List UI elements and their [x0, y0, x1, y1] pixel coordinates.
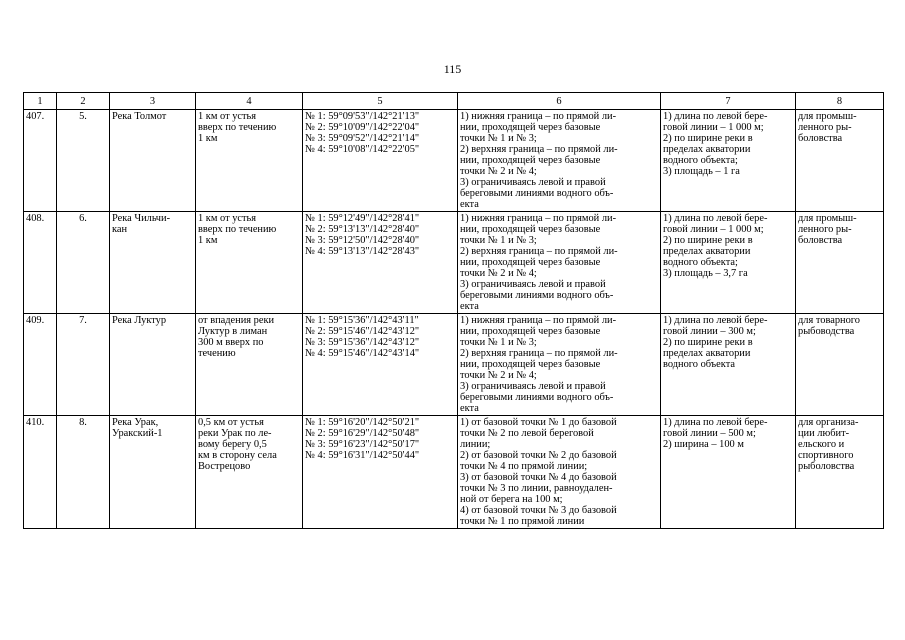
row-subnumber: 6.: [57, 212, 110, 314]
row-number: 410.: [24, 416, 57, 529]
area-purpose: для промыш- ленного ры- боловства: [796, 110, 884, 212]
row-number: 407.: [24, 110, 57, 212]
location-description: 0,5 км от устья реки Урак по ле- вому берегу 0,5 км в сторону села Вострецово: [196, 416, 303, 529]
header-cell: 1: [24, 93, 57, 110]
area-purpose: для промыш- ленного ры- боловства: [796, 212, 884, 314]
area-boundaries: 1) нижняя граница – по прямой ли- нии, проходящей через базовые точки № 1 и № 3; 2) верхняя граница – по прямой ли- нии, проходящей через базовые точки № 2 и № 4; 3) ограничиваясь левой и правой береговыми линиями водного объ- екта: [458, 110, 661, 212]
header-cell: 2: [57, 93, 110, 110]
area-boundaries: 1) от базовой точки № 1 до базовой точки № 2 по левой береговой линии; 2) от базовой точки № 2 до базовой точки № 4 по прямой линии; 3) от базовой точки № 4 до базовой точки № 3 по линии, равноудален- ной от берега на 100 м; 4) от базовой точки № 3 до базовой точки № 1 по прямой линии: [458, 416, 661, 529]
row-number: 408.: [24, 212, 57, 314]
base-point-coordinates: № 1: 59°16'20"/142°50'21" № 2: 59°16'29"/142°50'48" № 3: 59°16'23"/142°50'17" № 4: 59°16'31"/142°50'44": [303, 416, 458, 529]
area-boundaries: 1) нижняя граница – по прямой ли- нии, проходящей через базовые точки № 1 и № 3; 2) верхняя граница – по прямой ли- нии, проходящей через базовые точки № 2 и № 4; 3) ограничиваясь левой и правой береговыми линиями водного объ- екта: [458, 212, 661, 314]
water-body-name: Река Чильчи- кан: [110, 212, 196, 314]
header-row: [24, 93, 884, 110]
area-dimensions: 1) длина по левой бере- говой линии – 300 м; 2) по ширине реки в пределах акватории водного объекта: [661, 314, 796, 416]
water-body-name: Река Урак, Уракский-1: [110, 416, 196, 529]
base-point-coordinates: № 1: 59°15'36"/142°43'11" № 2: 59°15'46"/142°43'12" № 3: 59°15'36"/142°43'12" № 4: 59°15'46"/142°43'14": [303, 314, 458, 416]
location-description: 1 км от устья вверх по течению 1 км: [196, 212, 303, 314]
header-cell: 6: [458, 93, 661, 110]
area-purpose: для организа- ции любит- ельского и спортивного рыболовства: [796, 416, 884, 529]
location-description: 1 км от устья вверх по течению 1 км: [196, 110, 303, 212]
base-point-coordinates: № 1: 59°12'49"/142°28'41" № 2: 59°13'13"/142°28'40" № 3: 59°12'50"/142°28'40" № 4: 59°13'13"/142°28'43": [303, 212, 458, 314]
table-row: [24, 416, 884, 529]
page-number: 115: [443, 62, 462, 76]
location-description: от впадения реки Луктур в лиман 300 м вверх по течению: [196, 314, 303, 416]
row-subnumber: 5.: [57, 110, 110, 212]
header-cell: 4: [196, 93, 303, 110]
row-subnumber: 8.: [57, 416, 110, 529]
area-dimensions: 1) длина по левой бере- говой линии – 1 000 м; 2) по ширине реки в пределах акватории водного объекта; 3) площадь – 3,7 га: [661, 212, 796, 314]
header-cell: 3: [110, 93, 196, 110]
row-subnumber: 7.: [57, 314, 110, 416]
table-row: [24, 110, 884, 212]
table-row: [24, 212, 884, 314]
row-number: 409.: [24, 314, 57, 416]
header-cell: 7: [661, 93, 796, 110]
water-body-name: Река Луктур: [110, 314, 196, 416]
base-point-coordinates: № 1: 59°09'53"/142°21'13" № 2: 59°10'09"/142°22'04" № 3: 59°09'52"/142°21'14" № 4: 59°10'08"/142°22'05": [303, 110, 458, 212]
area-boundaries: 1) нижняя граница – по прямой ли- нии, проходящей через базовые точки № 1 и № 3; 2) верхняя граница – по прямой ли- нии, проходящей через базовые точки № 2 и № 4; 3) ограничиваясь левой и правой береговыми линиями водного объ- екта: [458, 314, 661, 416]
water-body-name: Река Толмот: [110, 110, 196, 212]
header-cell: 8: [796, 93, 884, 110]
header-cell: 5: [303, 93, 458, 110]
area-dimensions: 1) длина по левой бере- говой линии – 500 м; 2) ширина – 100 м: [661, 416, 796, 529]
area-purpose: для товарного рыбоводства: [796, 314, 884, 416]
fishing-areas-table: [23, 92, 884, 529]
table-row: [24, 314, 884, 416]
area-dimensions: 1) длина по левой бере- говой линии – 1 000 м; 2) по ширине реки в пределах акватории водного объекта; 3) площадь – 1 га: [661, 110, 796, 212]
